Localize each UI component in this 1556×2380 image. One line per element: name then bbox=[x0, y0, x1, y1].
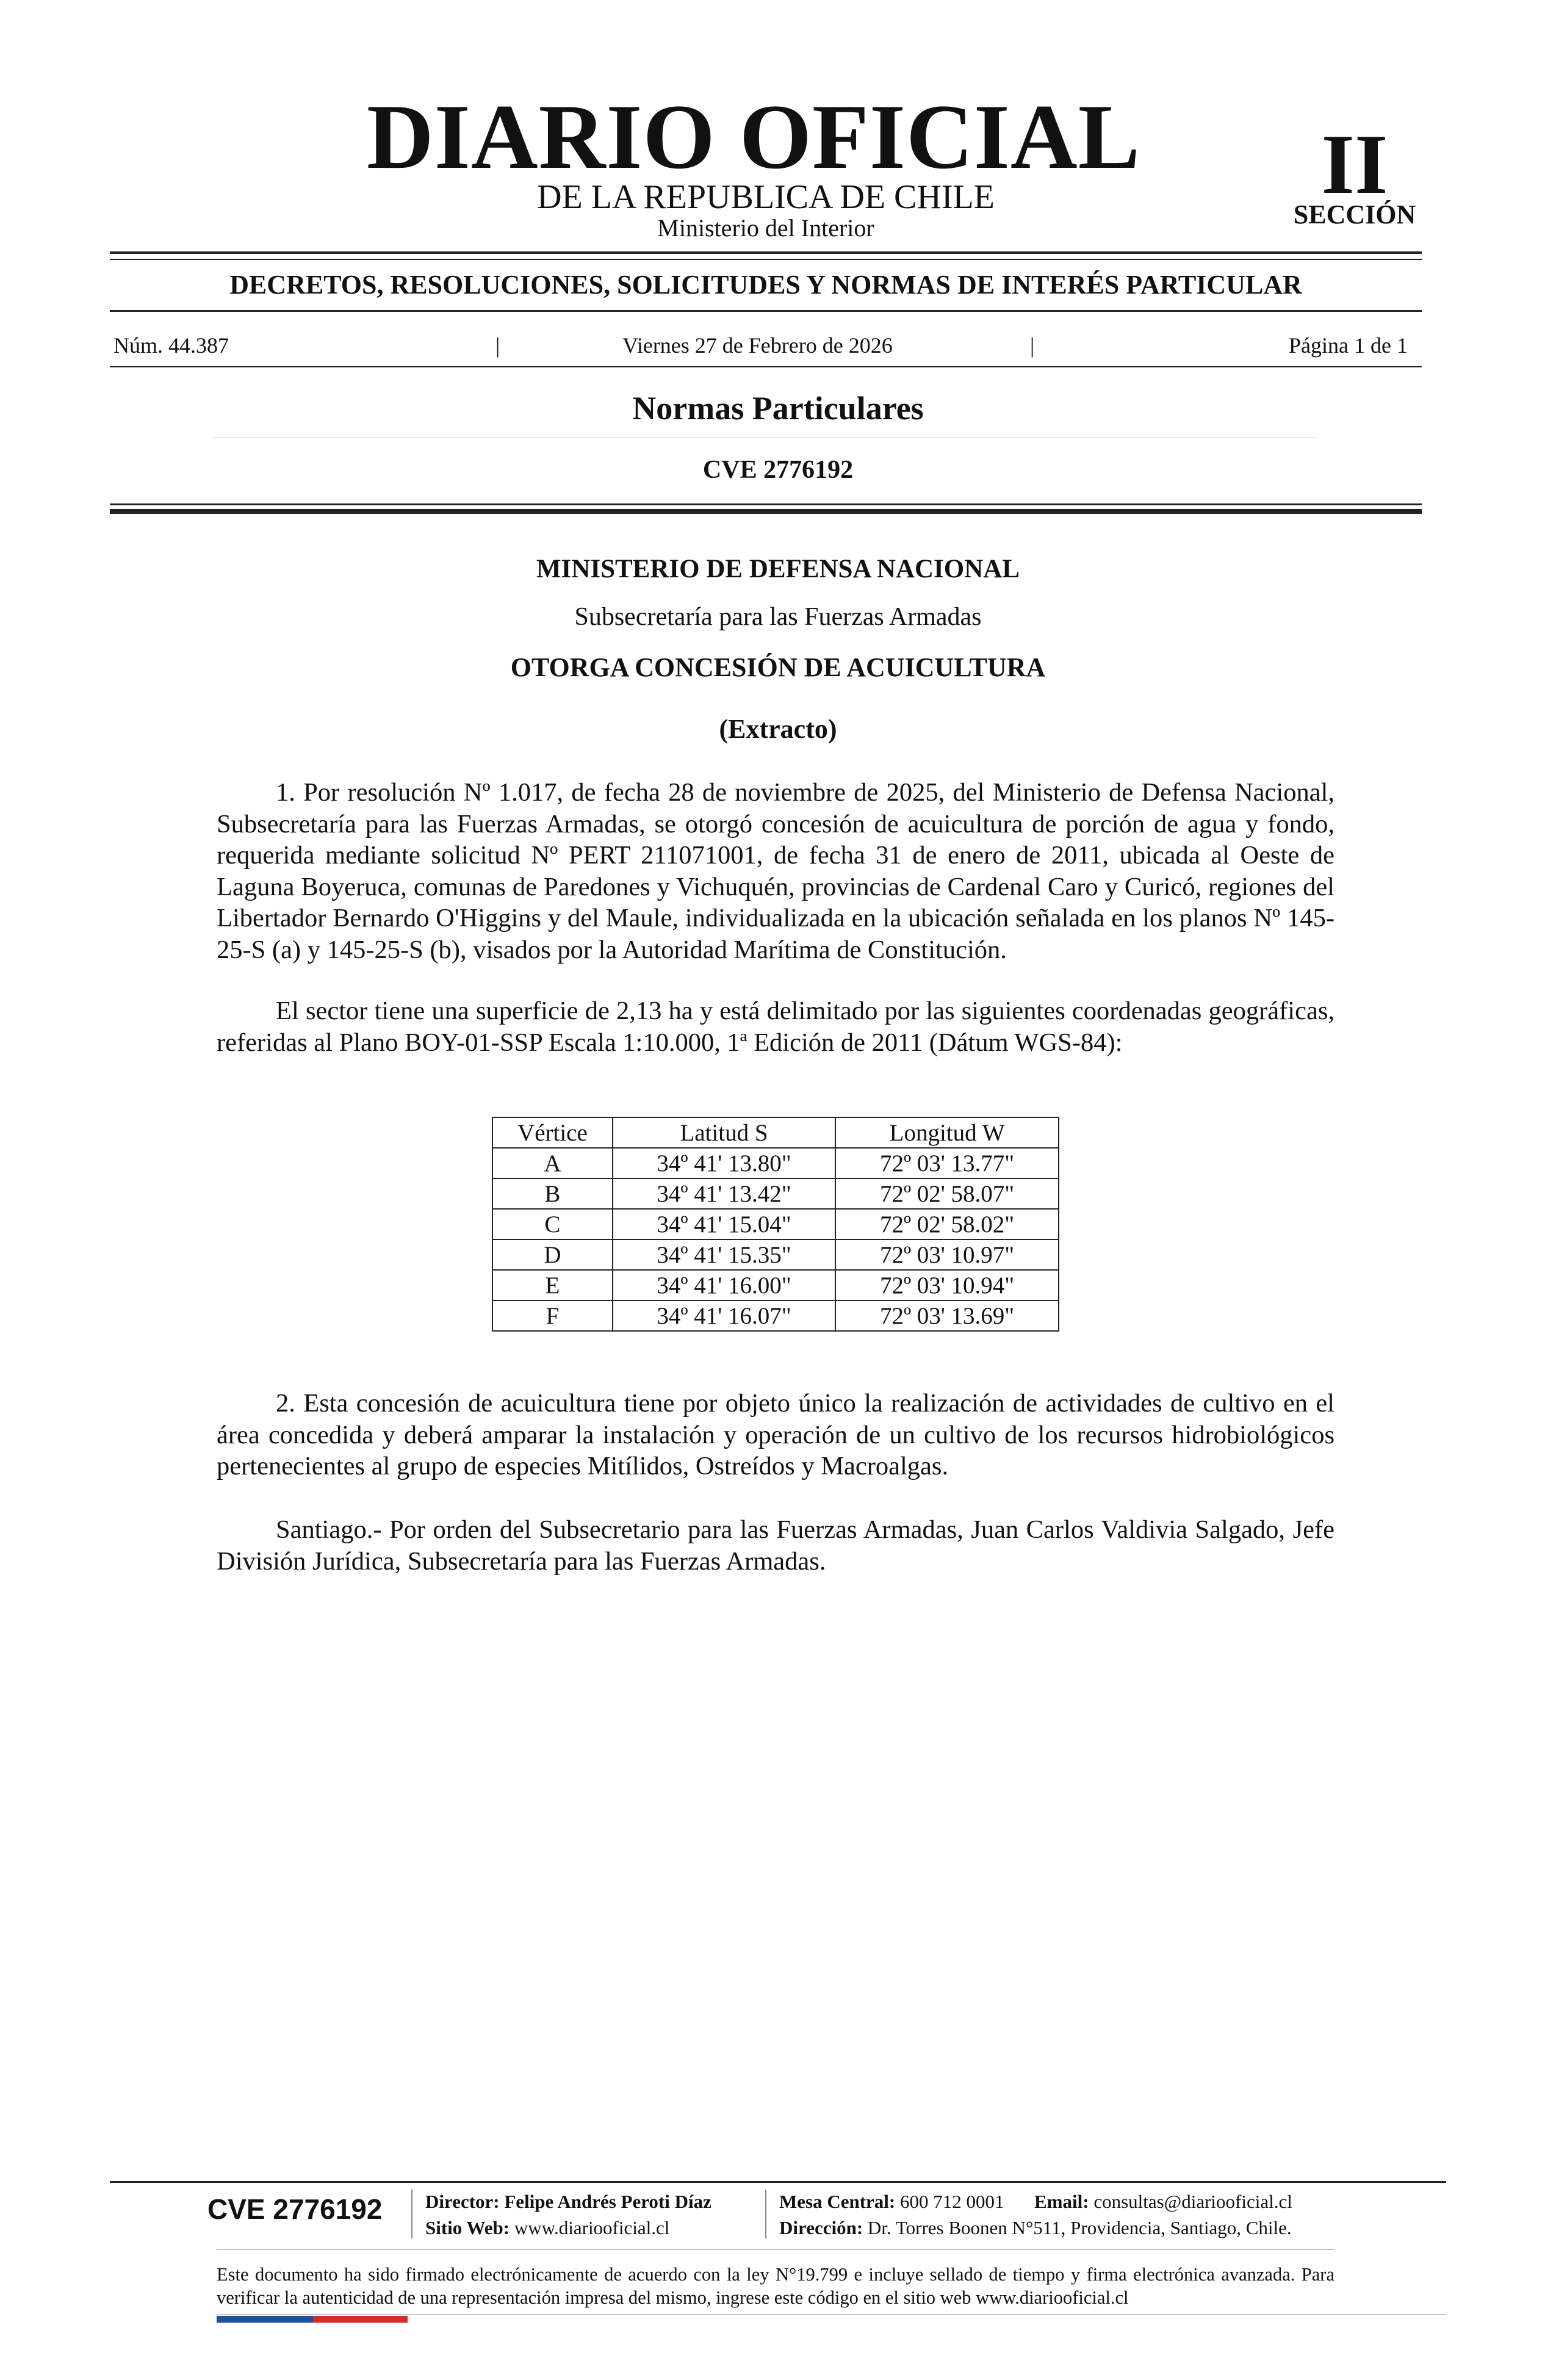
masthead-subtitle: DE LA REPUBLICA DE CHILE bbox=[537, 178, 995, 216]
table-row bbox=[492, 1239, 1059, 1270]
footer-note-rule bbox=[217, 2249, 1334, 2250]
footer-mesa-label: Mesa Central: bbox=[779, 2191, 896, 2212]
table-cell: 34º 41' 13.42" bbox=[613, 1178, 835, 1209]
cve-rule-thin bbox=[110, 503, 1422, 505]
table-row bbox=[492, 1209, 1059, 1239]
subagency-heading: Subsecretaría para las Fuerzas Armadas bbox=[574, 603, 982, 631]
table-header-row bbox=[492, 1117, 1059, 1148]
footer-email-label: Email: bbox=[1034, 2191, 1089, 2212]
table-cell: 72º 03' 13.77" bbox=[835, 1148, 1059, 1178]
footer-rule bbox=[110, 2181, 1446, 2183]
section-number: II bbox=[1321, 117, 1388, 212]
table-cell: C bbox=[492, 1209, 613, 1239]
flag-stripe-red bbox=[313, 2316, 408, 2323]
footer-divider bbox=[765, 2190, 766, 2238]
table-header-cell: Vértice bbox=[492, 1117, 613, 1148]
paragraph-resolution: 1. Por resolución Nº 1.017, de fecha 28 de noviembre de 2025, del Ministerio de Defensa Nacional, Subsecretaría para las Fuerzas Armadas, se otorgó concesión de acuicultura de porción de agua y fondo, requerida mediante solicitud Nº PERT 211071001, de fecha 31 de enero de 2011, ubicada al Oeste de Laguna Boyeruca, comunas de Paredones y Vichuquén, provincias de Cardenal Caro y Curicó, regiones del Libertador Bernardo O'Higgins y del Maule, individualizada en la ubicación señalada en los planos Nº 145-25-S (a) y 145-25-S (b), visados por la Autoridad Marítima de Constitución. bbox=[217, 778, 1334, 964]
table-cell: A bbox=[492, 1148, 613, 1178]
extract-label: (Extracto) bbox=[719, 714, 837, 744]
footer-legal-note: Este documento ha sido firmado electrónicamente de acuerdo con la ley N°19.799 e incluye sellado de tiempo y firma electrónica avanzada. Para verificar la autenticidad de una representación impresa del mismo, ingrese este código en el sitio web www.diariooficial.cl bbox=[217, 2264, 1334, 2308]
section-banner: DECRETOS, RESOLUCIONES, SOLICITUDES Y NORMAS DE INTERÉS PARTICULAR bbox=[229, 270, 1302, 300]
issue-separator: | bbox=[1030, 333, 1035, 358]
agency-heading: MINISTERIO DE DEFENSA NACIONAL bbox=[536, 555, 1020, 583]
issue-separator: | bbox=[495, 333, 500, 358]
table-cell: 34º 41' 16.07" bbox=[613, 1300, 835, 1331]
masthead-ministry: Ministerio del Interior bbox=[657, 214, 874, 242]
footer-website bbox=[425, 2218, 669, 2237]
section-title: Normas Particulares bbox=[632, 390, 924, 427]
paragraph-signature: Santiago.- Por orden del Subsecretario para las Fuerzas Armadas, Juan Carlos Valdivia Salgado, Jefe División Jurídica, Subsecretaría para las Fuerzas Armadas. bbox=[217, 1515, 1334, 1576]
table-cell: E bbox=[492, 1270, 613, 1300]
paragraph-purpose: 2. Esta concesión de acuicultura tiene por objeto único la realización de actividades de cultivo en el área concedida y deberá amparar la instalación y operación de un cultivo de los recursos hidrobiológicos pertenecientes al grupo de especies Mitílidos, Ostreídos y Macroalgas. bbox=[217, 1389, 1334, 1480]
table-cell: 72º 03' 10.94" bbox=[835, 1270, 1059, 1300]
footer-email-link[interactable]: consultas@diariooficial.cl bbox=[1093, 2191, 1292, 2212]
cve-heading: CVE 2776192 bbox=[702, 456, 854, 484]
footer-divider bbox=[411, 2190, 412, 2238]
table-header-cell: Longitud W bbox=[835, 1117, 1059, 1148]
section-label: SECCIÓN bbox=[1293, 200, 1416, 229]
table-cell: 34º 41' 16.00" bbox=[613, 1270, 835, 1300]
footer-website-link[interactable]: www.diariooficial.cl bbox=[514, 2217, 670, 2238]
table-cell: 34º 41' 13.80" bbox=[613, 1148, 835, 1178]
issue-date: Viernes 27 de Febrero de 2026 bbox=[622, 333, 893, 358]
footer-director bbox=[425, 2192, 711, 2211]
header-rule-bottom bbox=[110, 310, 1422, 312]
table-cell: 72º 02' 58.07" bbox=[835, 1178, 1059, 1209]
table-cell: 72º 02' 58.02" bbox=[835, 1209, 1059, 1239]
table-cell: 34º 41' 15.35" bbox=[613, 1239, 835, 1270]
footer-director-name: Felipe Andrés Peroti Díaz bbox=[504, 2191, 711, 2212]
footer-director-label: Director: bbox=[425, 2191, 500, 2212]
footer-address-value: Dr. Torres Boonen N°511, Providencia, Santiago, Chile. bbox=[867, 2217, 1292, 2238]
footer-mesa-value: 600 712 0001 bbox=[900, 2191, 1004, 2212]
document-title: OTORGA CONCESIÓN DE ACUICULTURA bbox=[510, 652, 1046, 682]
footer-contact bbox=[779, 2192, 1292, 2211]
footer-address-label: Dirección: bbox=[779, 2217, 863, 2238]
footer-bottom-rule bbox=[217, 2314, 1446, 2315]
footer-cve: CVE 2776192 bbox=[207, 2193, 383, 2225]
flag-stripe-blue bbox=[217, 2316, 313, 2323]
issue-number: Núm. 44.387 bbox=[113, 333, 229, 358]
paragraph-sector: El sector tiene una superficie de 2,13 ha y está delimitado por las siguientes coordenadas geográficas, referidas al Plano BOY-01-SSP Escala 1:10.000, 1ª Edición de 2011 (Dátum WGS-84): bbox=[217, 997, 1334, 1057]
table-cell: B bbox=[492, 1178, 613, 1209]
header-rule-top bbox=[110, 251, 1422, 254]
table-cell: 72º 03' 13.69" bbox=[835, 1300, 1059, 1331]
table-cell: 34º 41' 15.04" bbox=[613, 1209, 835, 1239]
table-row bbox=[492, 1270, 1059, 1300]
footer-address bbox=[779, 2218, 1292, 2237]
issue-rule bbox=[110, 366, 1422, 367]
table-header-cell: Latitud S bbox=[613, 1117, 835, 1148]
table-row bbox=[492, 1178, 1059, 1209]
table-cell: F bbox=[492, 1300, 613, 1331]
masthead-title: DIARIO OFICIAL bbox=[366, 85, 1141, 188]
header-rule-top-thin bbox=[110, 259, 1422, 260]
cve-rule-thick bbox=[110, 509, 1422, 514]
table-cell: D bbox=[492, 1239, 613, 1270]
table-row bbox=[492, 1148, 1059, 1178]
table-cell: 72º 03' 10.97" bbox=[835, 1239, 1059, 1270]
footer-website-label: Sitio Web: bbox=[425, 2217, 510, 2238]
table-row bbox=[492, 1300, 1059, 1331]
coordinates-table bbox=[492, 1117, 1059, 1332]
issue-page: Página 1 de 1 bbox=[1289, 333, 1408, 358]
